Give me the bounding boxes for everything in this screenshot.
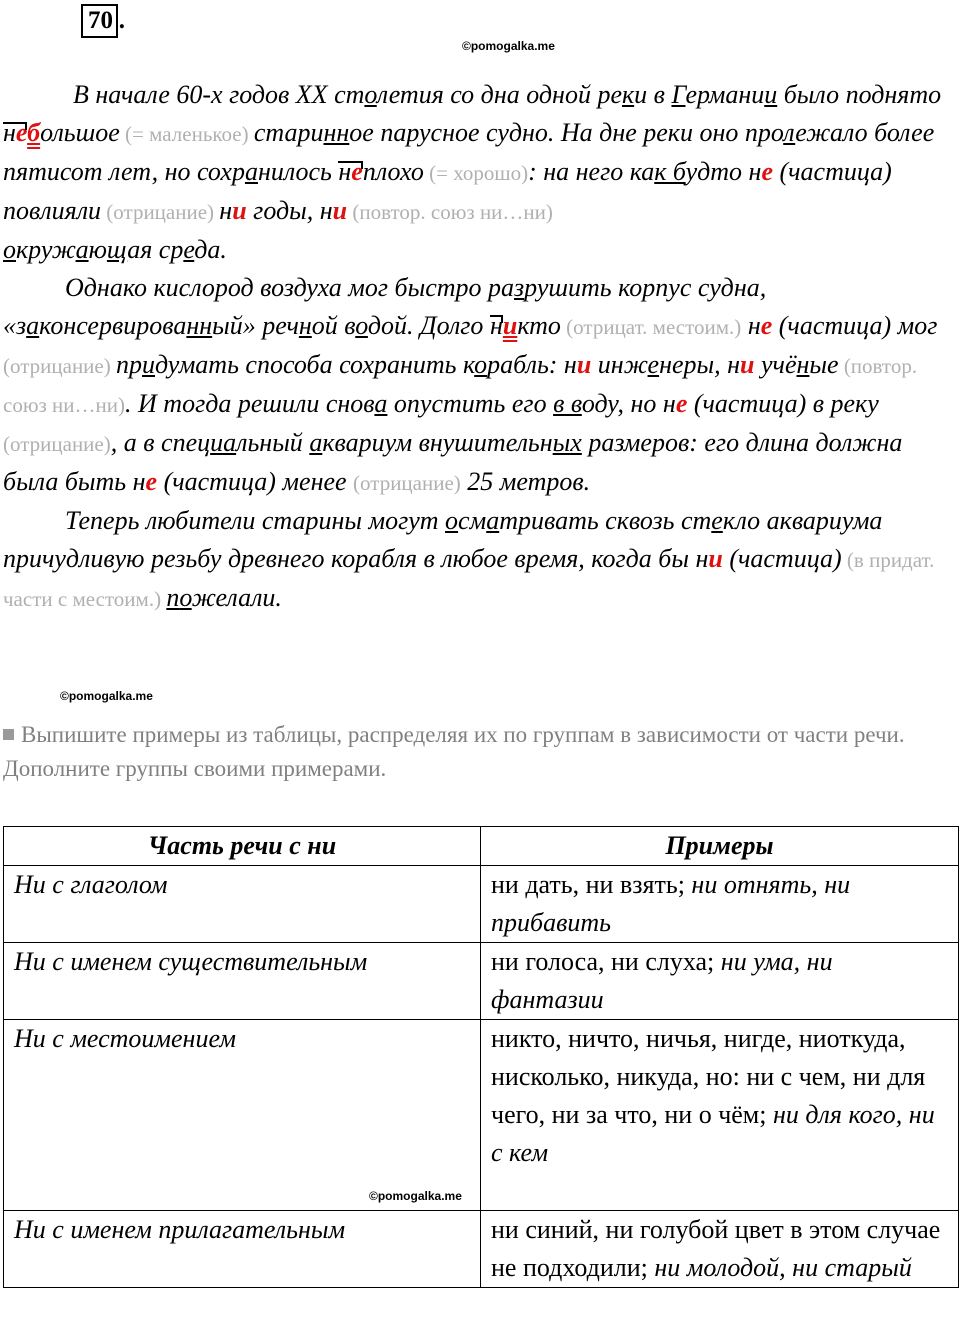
task-instruction: Выпишите примеры из таблицы, распределяя их по группам в зависимости от части речи. Дополните группы своими примерами. [3, 722, 905, 781]
row-examples: ни синий, ни голубой цвет в этом случае не подходили; ни молодой, ни старый [481, 1211, 959, 1288]
exercise-number: 70 . [81, 4, 118, 38]
watermark: ©pomogalka.me [369, 1189, 462, 1203]
row-label: Ни с именем прилагательным [4, 1211, 481, 1288]
table-row [4, 1020, 959, 1211]
row-label: Ни с местоимением ©pomogalka.me [4, 1020, 481, 1211]
watermark: ©pomogalka.me [60, 689, 153, 703]
paragraph-1: В начале 60-х годов XX столетия со дна одной реки в Германии было поднято небольшое (= маленькое) старинное парусное судно. На дне реки оно пролежало более пятисот лет, но сохранилось неплохо (= хорошо): на него как будто не (частица) повлияли (отрицание) ни годы, ни (повтор. союз ни…ни) окружающая среда. [3, 80, 942, 264]
square-bullet-icon [3, 729, 14, 740]
examples-table [3, 826, 959, 1288]
header-part-of-speech: Часть речи с ни [4, 827, 481, 866]
paragraph-2: Однако кислород воздуха мог быстро разрушить корпус судна, «законсервированный» речной водой. Долго никто (отрицат. местоим.) не (частица) мог (отрицание) придумать способа сохранить корабль: ни инженеры, ни учёные (повтор. союз ни…ни). И тогда решили снова опустить его в воду, но не (частица) в реку (отрицание), а в специальный аквариум внушительных размеров: его длина должна была быть не (частица) менее (отрицание) 25 метров. [3, 273, 938, 496]
paragraph-3: Теперь любители старины могут осматривать сквозь стекло аквариума причудливую резьбу древнего корабля в любое время, когда бы ни (частица) (в придат. части с местоим.) пожелали. [3, 506, 935, 612]
watermark: ©pomogalka.me [462, 39, 555, 53]
header-examples: Примеры [481, 827, 959, 866]
exercise-text [3, 76, 958, 618]
row-examples: ни голоса, ни слуха; ни ума, ни фантазии [481, 943, 959, 1020]
table-row [4, 866, 959, 943]
row-label: Ни с именем существительным [4, 943, 481, 1020]
table-header-row [4, 827, 959, 866]
row-label: Ни с глаголом [4, 866, 481, 943]
table-row [4, 943, 959, 1020]
table-row [4, 1211, 959, 1288]
row-examples: ни дать, ни взять; ни отнять, ни прибавить [481, 866, 959, 943]
row-examples: никто, ничто, ничья, нигде, ниоткуда, нисколько, никуда, но: ни с чем, ни для чего, ни за что, ни о чём; ни для кого, ни с кем [481, 1020, 959, 1211]
